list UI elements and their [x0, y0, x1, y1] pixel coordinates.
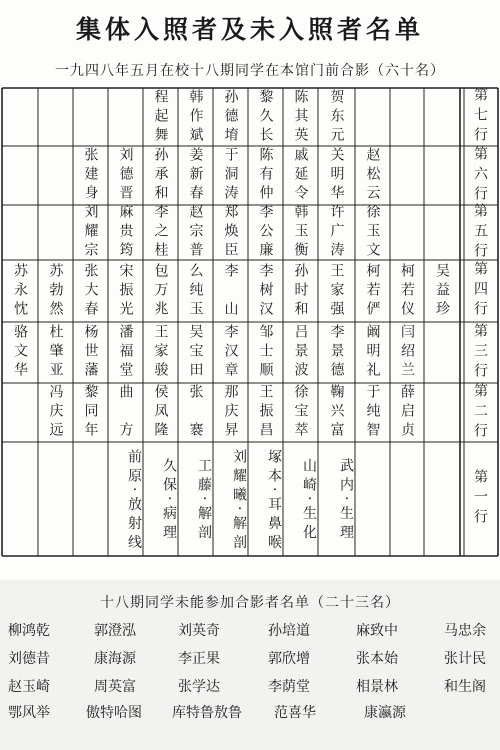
absent-name: 张学达 — [178, 679, 220, 695]
absent-name: 刘英奇 — [178, 623, 220, 639]
absent-name: 马忠余 — [444, 623, 486, 639]
row-label: 第一行 — [472, 469, 488, 529]
name-cell: 苏勃然 — [47, 262, 64, 320]
name-cell: 刘耀宗 — [82, 204, 99, 261]
absent-name: 郭澄泓 — [94, 623, 136, 639]
name-cell: 柯若俨 — [364, 262, 381, 320]
name-cell: 赵松云 — [364, 147, 381, 204]
name-cell: 塚本·耳鼻喉 — [266, 448, 282, 554]
row-label: 第四行 — [472, 261, 488, 321]
document-subtitle: 一九四八年五月在校十八期同学在本馆门前合影（六十名） — [55, 63, 445, 79]
name-cell: 苏永忱 — [12, 262, 28, 320]
name-cell: 潘福堂 — [117, 324, 134, 381]
name-cell: 孙承和 — [152, 147, 169, 204]
absent-name: 相景林 — [356, 679, 398, 695]
name-cell: 包万兆 — [152, 262, 169, 320]
name-cell: 李树汉 — [257, 262, 274, 320]
absent-name: 孙培道 — [268, 623, 310, 639]
name-cell: 张建身 — [82, 147, 99, 204]
name-cell: 陈有仲 — [257, 147, 274, 204]
name-cell: 山崎·生化 — [301, 458, 317, 544]
name-cell: 郑焕臣 — [222, 204, 239, 261]
absent-name: 李正果 — [178, 651, 220, 667]
name-cell: 吕景波 — [292, 324, 309, 381]
name-cell: 姜新春 — [187, 147, 204, 204]
absent-name: 张计民 — [444, 651, 486, 667]
name-cell: 工藤·解剖 — [196, 458, 212, 544]
absent-name: 李荫堂 — [268, 679, 310, 695]
name-cell: 骆文华 — [12, 324, 28, 381]
name-cell: 张 褰 — [187, 384, 204, 441]
name-cell: 吴益珍 — [434, 262, 450, 320]
absent-name: 和生阁 — [444, 679, 486, 695]
name-cell: 邹士顺 — [257, 324, 274, 381]
name-cell: 李景德 — [328, 324, 345, 381]
name-cell: 贺东元 — [328, 88, 345, 146]
name-cell: 孙时和 — [292, 262, 309, 320]
name-cell: 于纯智 — [364, 384, 381, 441]
row-label: 第五行 — [472, 202, 488, 263]
row-label: 第二行 — [472, 382, 488, 443]
absent-name: 麻致中 — [356, 623, 398, 639]
name-cell: 侯凤隆 — [152, 384, 169, 441]
name-cell: 么纯玉 — [187, 262, 204, 320]
absent-name: 周英富 — [94, 679, 136, 695]
name-cell: 闫绍兰 — [399, 324, 415, 381]
name-cell: 柯若仪 — [399, 262, 415, 320]
name-cell: 关明华 — [328, 147, 345, 204]
name-cell: 黎同年 — [82, 384, 99, 441]
name-cell: 久保·病理 — [161, 458, 177, 544]
absent-name: 郭欣增 — [268, 651, 310, 667]
name-cell: 李公廉 — [257, 204, 274, 261]
name-cell: 阚明礼 — [364, 324, 381, 381]
name-cell: 冯庆远 — [47, 384, 64, 441]
name-cell: 王家骏 — [152, 324, 169, 381]
name-cell: 鞠兴富 — [328, 384, 345, 441]
name-cell: 武内·生理 — [338, 458, 354, 544]
name-cell: 麻贵筠 — [117, 204, 134, 261]
name-cell: 陈其英 — [292, 88, 309, 146]
name-cell: 孙德堉 — [222, 88, 239, 146]
absent-name: 鄂风举 — [8, 705, 50, 721]
absent-name: 康海源 — [94, 651, 136, 667]
row-label: 第七行 — [472, 87, 488, 147]
name-cell: 杨世藩 — [82, 324, 99, 381]
absent-list-title: 十八期同学未能参加合影者名单（二十三名） — [100, 595, 400, 611]
name-cell: 王家强 — [328, 262, 345, 320]
name-cell: 戚延令 — [292, 147, 309, 204]
name-cell: 于洞涛 — [222, 147, 239, 204]
name-cell: 李之桂 — [152, 204, 169, 261]
name-cell: 前原·放射线 — [126, 448, 142, 554]
name-cell: 李 山 — [222, 262, 239, 320]
name-cell: 徐宝萃 — [292, 384, 309, 441]
document-title: 集体入照者及未入照者名单 — [75, 15, 424, 44]
name-cell: 杜肇亚 — [47, 324, 64, 381]
name-cell: 程起舞 — [152, 88, 169, 146]
name-cell: 吴宝田 — [187, 324, 204, 381]
absent-name: 范喜华 — [274, 705, 316, 721]
name-cell: 李汉章 — [222, 324, 239, 381]
name-cell: 韩玉衡 — [292, 204, 309, 261]
name-cell: 曲 方 — [117, 384, 134, 441]
absent-name: 刘德昔 — [8, 651, 50, 667]
name-cell: 薛启贞 — [399, 384, 415, 441]
row-label: 第三行 — [472, 322, 488, 383]
name-cell: 那庆昇 — [222, 384, 239, 441]
absent-name: 康瀛源 — [364, 705, 406, 721]
name-cell: 宋振光 — [117, 262, 134, 320]
name-cell: 赵宗普 — [187, 204, 204, 261]
absent-name: 张本始 — [356, 651, 398, 667]
name-cell: 韩作斌 — [187, 88, 204, 146]
name-cell: 张大春 — [82, 262, 99, 320]
name-cell: 刘德晋 — [117, 147, 134, 204]
absent-name: 库特鲁敖鲁 — [172, 705, 242, 721]
name-cell: 刘耀曦·解剖 — [231, 448, 247, 554]
name-cell: 许广涛 — [328, 204, 345, 261]
name-cell: 王振昌 — [257, 384, 274, 441]
absent-name: 柳鸿乾 — [8, 623, 50, 639]
absent-name: 赵玉崎 — [8, 679, 50, 695]
name-cell: 黎久长 — [257, 88, 274, 146]
name-cell: 徐玉文 — [364, 204, 381, 261]
absent-name: 傲特哈图 — [86, 705, 142, 721]
row-label: 第六行 — [472, 145, 488, 206]
